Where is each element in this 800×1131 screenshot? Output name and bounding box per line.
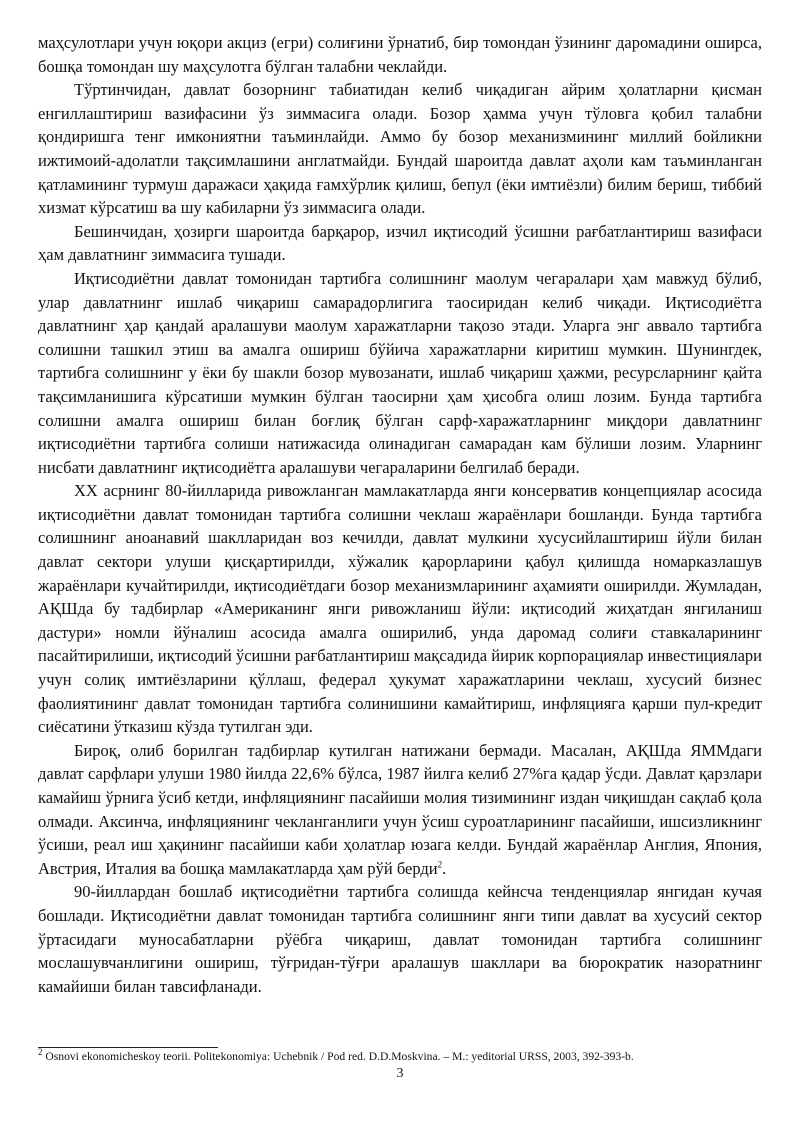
paragraph-fourth: Тўртинчидан, давлат бозорнинг табиатидан келиб чиқадиган айрим ҳолатларни қисман енгиллаштириш вазифасини ўз зиммасига олади. Бозор ҳамма учун тўловга қобил талабни қондиришга тенг имкониятни таъминлайди. Аммо бу бозор механизмининг миллий бойликни ижтимоий-адолатли тақсимлашини англатмайди. Бундай шароитда давлат аҳоли кам таъминланган қатламининг турмуш даражаси ҳақида ғамхўрлик қилиш, бепул (ёки имтиёзли) билим бериш, тиббий хизмат кўрсатиш ва шу кабиларни ўз зиммасига олади.	[38, 80, 762, 218]
paragraph-limits: Иқтисодиётни давлат томонидан тартибга солишнинг маолум чегаралари ҳам мавжуд бўлиб, улар давлатнинг ишлаб чиқариш самарадорлигига таосиридан келиб чиқади. Иқтисодиётга давлатнинг ҳар қандай аралашуви маолум харажатларни тақозо этади. Уларга энг аввало тартибга солишни ташкил этиш ва амалга ошириш бўйича харажатларни киритиш мумкин. Шунингдек, тартибга солишнинг у ёки бу шакли бозор мувозанати, ишлаб чиқариш ҳажми, ресурсларнинг қайта тақсимланишига кўрсатиши мумкин бўлган таосирни ҳам ҳисобга олиш лозим. Бунда тартибга солишни амалга ошириш билан боғлиқ бўлган сарф-харажатларнинг миқдори давлатнинг иқтисодиётни тартибга солиши натижасида олинадиган самарадан кам бўлиши лозим. Уларнинг нисбати давлатнинг иқтисодиётга аралашуви чегараларини белгилаб беради.	[38, 268, 762, 477]
footnote-text: Osnovi ekonomicheskoy teorii. Politekonomiya: Uchebnik / Pod red. D.D.Moskvina. – M.: yeditorial URSS, 2003, 392-393-b.	[45, 1050, 634, 1063]
footnote	[38, 1047, 762, 1064]
paragraph-90s: 90-йиллардан бошлаб иқтисодиётни тартибга солишда кейнсча тенденциялар янгидан кучая бошлади. Иқтисодиётни давлат томонидан тартибга солишнинг янги типи давлат ва хусусий сектор ўртасидаги муносабатларни рўёбга чиқариш, давлат томонидан тартибга солишнинг мослашувчанлигини ошириш, тўғридан-тўғри аралашув шакллари ва бюрократик назоратнинг камайиши билан тавсифланади.	[38, 882, 762, 996]
paragraph-continuation: маҳсулотлари учун юқори акциз (егри) солиғини ўрнатиб, бир томондан ўзининг даромадини оширса, бошқа томондан шу маҳсулотга бўлган талабни чеклайди.	[38, 33, 762, 76]
page-number: 3	[396, 1066, 404, 1081]
paragraph-80s: XX асрнинг 80-йилларида ривожланган мамлакатларда янги консерватив концепциялар асосида иқтисодиётни давлат томонидан тартибга солишни чеклаш жараёнлари бошланди. Бунда тартибга солишнинг аноанавий шаклларидан воз кечилди, давлат мулкини хусусийлаштириш йўли билан давлат сектори улуши қисқартирилди, хўжалик қарорларини қабул қилишда номарказлашув жараёнлари кучайтирилди, иқтисодиётдаги бозор механизмларининг аҳамияти оширилди. Жумладан, АҚШда бу тадбирлар «Американинг янги ривожланиш йўли: иқтисодий жиҳатдан янгиланиш дастури» номли йўналиш асосида амалга оширилиб, унда даромад солиғи ставкаларининг пасайтирилиши, иқтисодий ўсишни рағбатлантириш мақсадида йирик корпорациялар инвестициялари учун солиқ имтиёзларини қўллаш, федерал ҳукумат харажатларини чеклаш, хусусий бизнес фаолиятининг давлат томонидан тартибга солинишини камайтириш, инфляцияга қарши пул-кредит сиёсатини ўтказиш кўзда тутилган эди.	[38, 481, 762, 737]
footnote-marker: 2	[38, 1047, 43, 1058]
document-body	[38, 31, 762, 998]
paragraph-results-text: Бироқ, олиб борилган тадбирлар кутилган натижани бермади. Масалан, АҚШда ЯММдаги давлат сарфлари улуши 1980 йилда 22,6% бўлса, 1987 йилга келиб 27%га қадар ўсди. Давлат қарзлари камайиш ўрнига ўсиб кетди, инфляциянинг пасайиши молия тизимининг издан чиқишдан сақлаб қола олмади. Аксинча, инфляциянинг чекланганлиги учун ўсиш суроатларининг пасайиши, ишсизликнинг ўсиши, реал иш ҳақининг пасайиши каби ҳолатлар юзага келди. Бундай жараёнлар Англия, Япония, Австрия, Италия ва бошқа мамлакатларда ҳам рўй берди	[38, 740, 762, 878]
paragraph-fifth: Бешинчидан, ҳозирги шароитда барқарор, изчил иқтисодий ўсишни рағбатлантириш вазифаси ҳам давлатнинг зиммасига тушади.	[38, 221, 762, 265]
footnote-separator	[38, 1047, 218, 1048]
footnote-reference[interactable]: 2	[437, 859, 443, 870]
paragraph-results: Бироқ, олиб борилган тадбирлар кутилган натижани бермади. Масалан, АҚШда ЯММдаги давлат сарфлари улуши 1980 йилда 22,6% бўлса, 1987 йилга келиб 27%га қадар ўсди. Давлат қарзлари камайиш ўрнига ўсиб кетди, инфляциянинг пасайиши молия тизимининг издан чиқишдан сақлаб қола олмади. Аксинча, инфляциянинг чекланганлиги учун ўсиш суроатларининг пасайиши, ишсизликнинг ўсиши, реал иш ҳақининг пасайиши каби ҳолатлар юзага келди. Бундай жараёнлар Англия, Япония, Австрия, Италия ва бошқа мамлакатларда ҳам рўй берди$^2$.	[38, 740, 762, 878]
